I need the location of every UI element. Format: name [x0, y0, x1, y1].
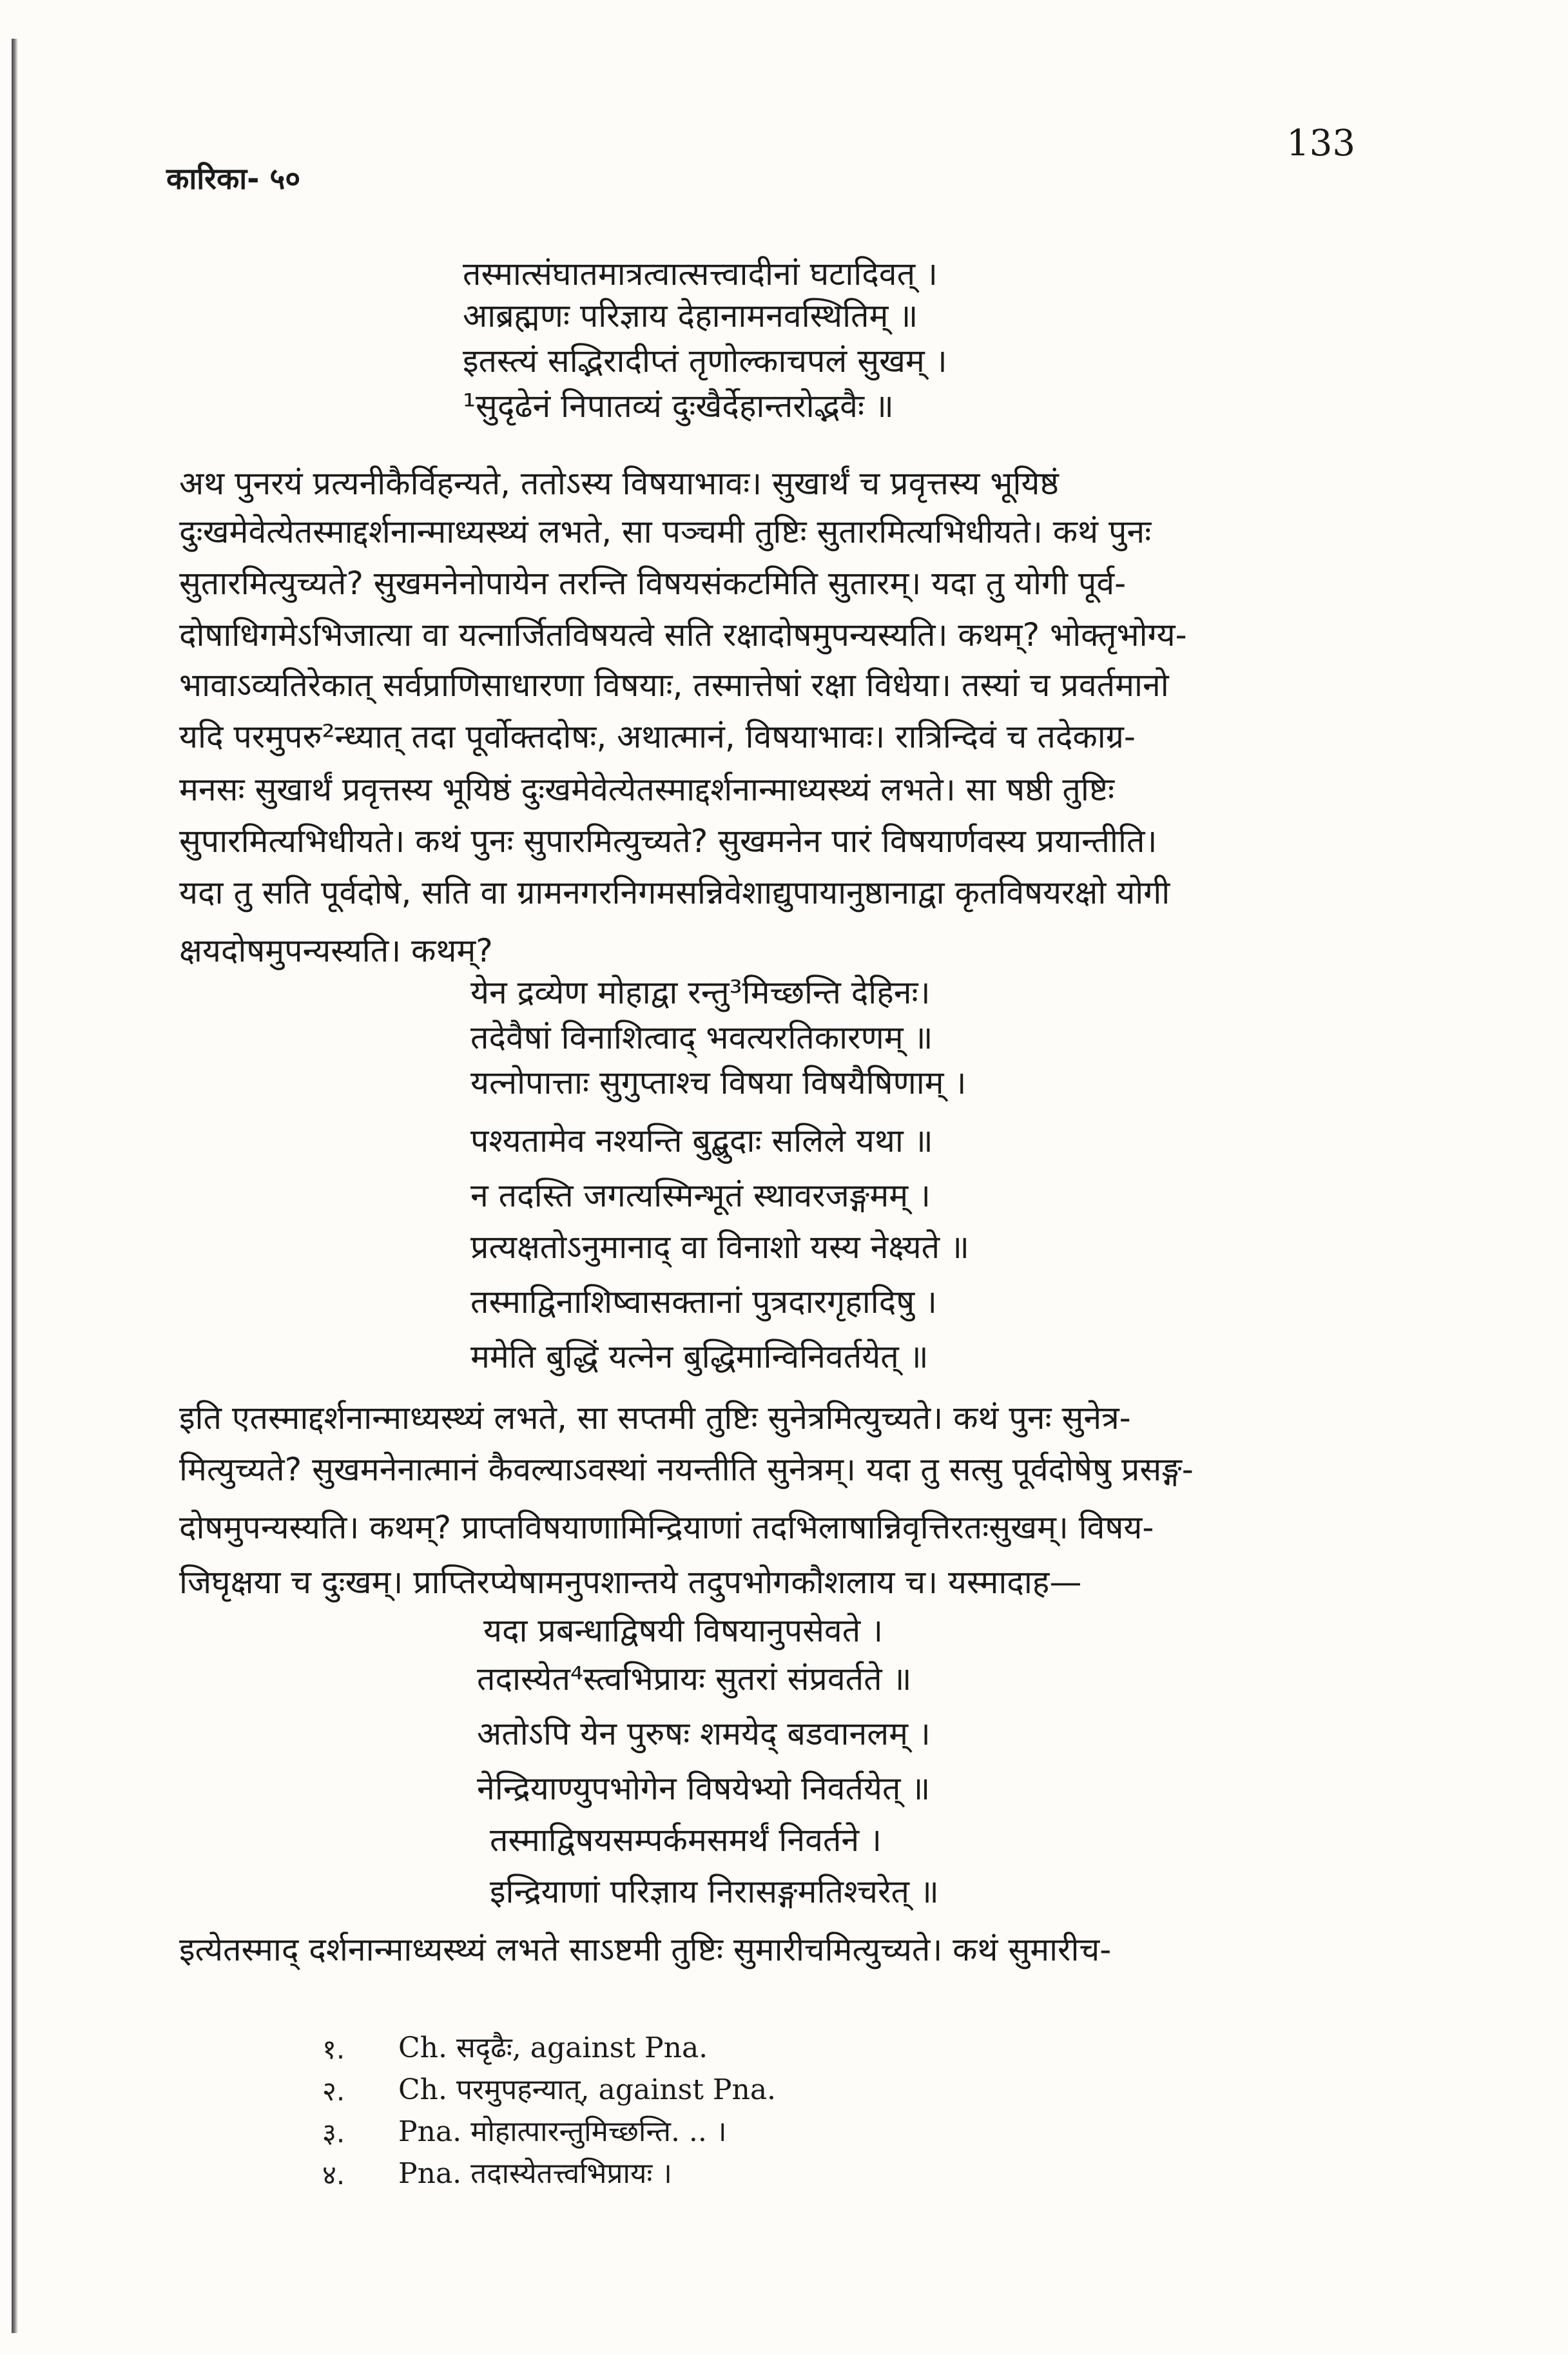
- prose-line: दुःखमेवेत्येतस्माद्दर्शनान्माध्यस्थ्यं लभते, सा पञ्चमी तुष्टिः सुतारमित्यभिधीयते। कथं पुनः: [179, 513, 1152, 550]
- verse-line: येन द्रव्येण मोहाद्वा रन्तु³मिच्छन्ति देहिनः।: [470, 974, 931, 1011]
- verse-line: ¹सुदृढेनं निपातव्यं दुःखैर्देहान्तरोद्भवैः ॥: [463, 387, 894, 425]
- footnote-text: Ch. सदृढैः, against Pna.: [398, 2031, 708, 2064]
- footnote-text: Ch. परमुपहन्यात्, against Pna.: [398, 2073, 777, 2106]
- prose-line: मित्युच्यते? सुखमनेनात्मानं कैवल्याऽवस्थां नयन्तीति सुनेत्रम्। यदा तु सत्सु पूर्वदोषेषु प्रसङ्ग-: [179, 1451, 1194, 1488]
- prose-line: क्षयदोषमुपन्यस्यति। कथम्?: [179, 932, 493, 969]
- verse-line: यदा प्रबन्धाद्विषयी विषयानुपसेवते ।: [483, 1612, 884, 1649]
- prose-line: मनसः सुखार्थं प्रवृत्तस्य भूयिष्ठं दुःखमेवेत्येतस्माद्दर्शनान्माध्यस्थ्यं लभते। सा षष्ठी तुष्टिः: [179, 771, 1115, 808]
- footnote-number: ४.: [322, 2159, 345, 2191]
- verse-line: इन्द्रियाणां परिज्ञाय निरासङ्गमतिश्चरेत् ॥: [490, 1873, 939, 1910]
- footnote-number: ३.: [322, 2117, 345, 2149]
- verse-line: यत्नोपात्ताः सुगुप्ताश्च विषया विषयैषिणाम् ।: [470, 1064, 967, 1101]
- footnote-text: Pna. तदास्येतत्त्वभिप्रायः ।: [398, 2157, 672, 2190]
- prose-line: सुपारमित्यभिधीयते। कथं पुनः सुपारमित्युच्यते? सुखमनेन पारं विषयार्णवस्य प्रयान्तीति।: [179, 822, 1157, 860]
- prose-line: दोषाधिगमेऽभिजात्या वा यत्नार्जितविषयत्वे सति रक्षादोषमुपन्यस्यति। कथम्? भोक्तृभोग्य-: [179, 616, 1187, 654]
- verse-line: तस्मात्संघातमात्रत्वात्सत्त्वादीनां घटादिवत् ।: [463, 255, 938, 293]
- footnote-text: Pna. मोहात्पारन्तुमिच्छन्ति. .. ।: [398, 2115, 727, 2148]
- footnote-number: २.: [322, 2075, 345, 2107]
- verse-line: इतस्त्यं सद्भिरादीप्तं तृणोल्काचपलं सुखम् ।: [463, 342, 947, 380]
- verse-line: नेन्द्रियाण्युपभोगेन विषयेभ्यो निवर्तयेत् ॥: [477, 1770, 931, 1807]
- section-label: कारिका- ५०: [166, 161, 301, 196]
- verse-line: तस्माद्विनाशिष्वासक्तानां पुत्रदारगृहादिषु ।: [470, 1283, 937, 1321]
- footnote-number: १.: [322, 2033, 345, 2065]
- prose-line: इत्येतस्माद् दर्शनान्माध्यस्थ्यं लभते साऽष्टमी तुष्टिः सुमारीचमित्युच्यते। कथं सुमारीच-: [179, 1931, 1112, 1968]
- verse-line: आब्रह्मणः परिज्ञाय देहानामनवस्थितिम् ॥: [463, 297, 918, 334]
- prose-line: अथ पुनरयं प्रत्यनीकैर्विहन्यते, ततोऽस्य विषयाभावः। सुखार्थं च प्रवृत्तस्य भूयिष्ठं: [179, 465, 1059, 502]
- verse-line: तस्माद्विषयसम्पर्कमसमर्थं निवर्तने ।: [490, 1821, 882, 1859]
- prose-line: भावाऽव्यतिरेकात् सर्वप्राणिसाधारणा विषयाः, तस्मात्तेषां रक्षा विधेया। तस्यां च प्रवर्तमानो: [179, 666, 1169, 704]
- prose-line: जिघृक्षया च दुःखम्। प्राप्तिरप्येषामनुपशान्तये तदुपभोगकौशलाय च। यस्मादाह—: [179, 1564, 1082, 1601]
- prose-line: दोषमुपन्यस्यति। कथम्? प्राप्तविषयाणामिन्द्रियाणां तदभिलाषान्निवृत्तिरतःसुखम्। विषय-: [179, 1509, 1154, 1546]
- verse-line: अतोऽपि येन पुरुषः शमयेद् बडवानलम् ।: [477, 1715, 931, 1752]
- page-number: 133: [1286, 122, 1355, 164]
- prose-line: सुतारमित्युच्यते? सुखमनेनोपायेन तरन्ति विषयसंकटमिति सुतारम्। यदा तु योगी पूर्व-: [179, 565, 1127, 602]
- verse-line: पश्यतामेव नश्यन्ति बुद्बुदाः सलिले यथा ॥: [470, 1122, 933, 1159]
- prose-line: यदि परमुपरु²न्ध्यात् तदा पूर्वोक्तदोषः, अथात्मानं, विषयाभावः। रात्रिन्दिवं च तदेकाग्र-: [179, 718, 1136, 755]
- prose-line: इति एतस्माद्दर्शनान्माध्यस्थ्यं लभते, सा सप्तमी तुष्टिः सुनेत्रमित्युच्यते। कथं पुनः सुनेत्र-: [179, 1399, 1131, 1437]
- verse-line: ममेति बुद्धिं यत्नेन बुद्धिमान्विनिवर्तयेत् ॥: [470, 1338, 929, 1375]
- verse-line: प्रत्यक्षतोऽनुमानाद् वा विनाशो यस्य नेक्ष्यते ॥: [470, 1228, 969, 1266]
- verse-line: तदेवैषां विनाशित्वाद् भवत्यरतिकारणम् ॥: [470, 1019, 933, 1056]
- scan-binding-edge: [12, 39, 18, 2333]
- verse-line: तदास्येत⁴स्त्वभिप्रायः सुतरां संप्रवर्तते ॥: [477, 1660, 912, 1698]
- verse-line: न तदस्ति जगत्यस्मिन्भूतं स्थावरजङ्गमम् ।: [470, 1177, 931, 1214]
- prose-line: यदा तु सति पूर्वदोषे, सति वा ग्रामनगरनिगमसन्निवेशाद्युपायानुष्ठानाद्वा कृतविषयरक्षो योगी: [179, 874, 1170, 911]
